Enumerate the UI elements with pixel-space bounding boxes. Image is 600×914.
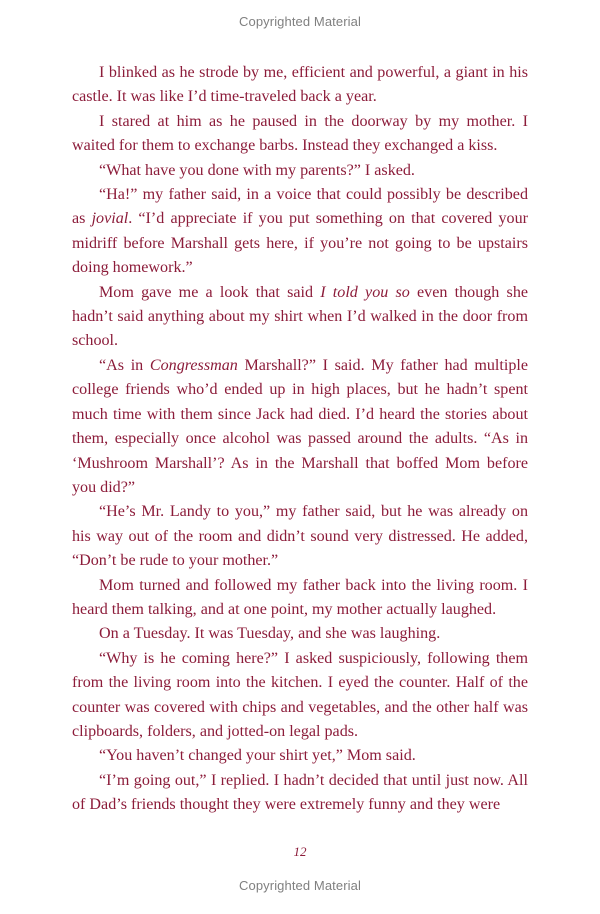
paragraph (72, 183, 528, 281)
paragraph (72, 281, 528, 354)
text-run: “You haven’t changed your shirt yet,” Mom said. (99, 747, 416, 765)
paragraph (72, 354, 528, 500)
text-run: On a Tuesday. It was Tuesday, and she was laughing. (99, 625, 441, 643)
text-run: “Ha!” my father said, in a voice that could possibly be described as (72, 186, 528, 228)
paragraph (72, 769, 528, 818)
text-run: Mom turned and followed my father back into the living room. I heard them talking, and at one point, my mother actually laughed. (72, 576, 528, 618)
body-text (72, 61, 528, 818)
paragraph (72, 500, 528, 573)
text-run: I blinked as he strode by me, efficient and powerful, a giant in his castle. It was like I’d time-traveled back a year. (72, 64, 528, 106)
text-run: Mom gave me a look that said (99, 283, 321, 301)
paragraph (72, 622, 528, 646)
text-run: “I’m going out,” I replied. I hadn’t decided that until just now. All of Dad’s friends thought they were extremely funny and they were (72, 771, 528, 814)
watermark-top: Copyrighted Material (239, 14, 361, 29)
page-number: 12 (293, 844, 307, 859)
italic-text: Congressman (149, 356, 238, 374)
paragraph (72, 159, 528, 183)
watermark-bottom: Copyrighted Material (239, 878, 361, 893)
text-run: even though she hadn’t said anything about my shirt when I’d walked in the door from school. (72, 283, 529, 350)
text-run: “As in (99, 356, 150, 374)
paragraph (72, 61, 528, 110)
text-run: “What have you done with my parents?” I asked. (99, 161, 415, 179)
text-run: . “I’d appreciate if you put something on that covered your midriff before Marshall gets here, if you’re not going to be upstairs doing homework.” (72, 210, 528, 277)
text-run: “Why is he coming here?” I asked suspiciously, following them from the living room into the kitchen. I eyed the counter. Half of the counter was covered with chips and vegetables, and the other half was clipboards, folders, and jotted-on legal pads. (72, 649, 528, 740)
paragraph (72, 647, 528, 745)
text-run: I stared at him as he paused in the doorway by my mother. I waited for them to exchange barbs. Instead they exchanged a kiss. (72, 112, 528, 155)
paragraph (72, 110, 528, 159)
italic-text: I told you so (320, 283, 410, 301)
text-run: Marshall?” I said. My father had multiple college friends who’d ended up in high places, but he hadn’t spent much time with them since Jack had died. I’d heard the stories about them, especially once alcohol was passed around the adults. “As in ‘Mushroom Marshall’? As in the Marshall that boffed Mom before you did?” (72, 356, 528, 496)
italic-text: jovial (91, 210, 129, 228)
paragraph (72, 574, 528, 623)
text-run: “He’s Mr. Landy to you,” my father said, but he was already on his way out of the room and didn’t sound very distressed. He added, “Don’t be rude to your mother.” (72, 503, 528, 570)
paragraph (72, 744, 528, 768)
